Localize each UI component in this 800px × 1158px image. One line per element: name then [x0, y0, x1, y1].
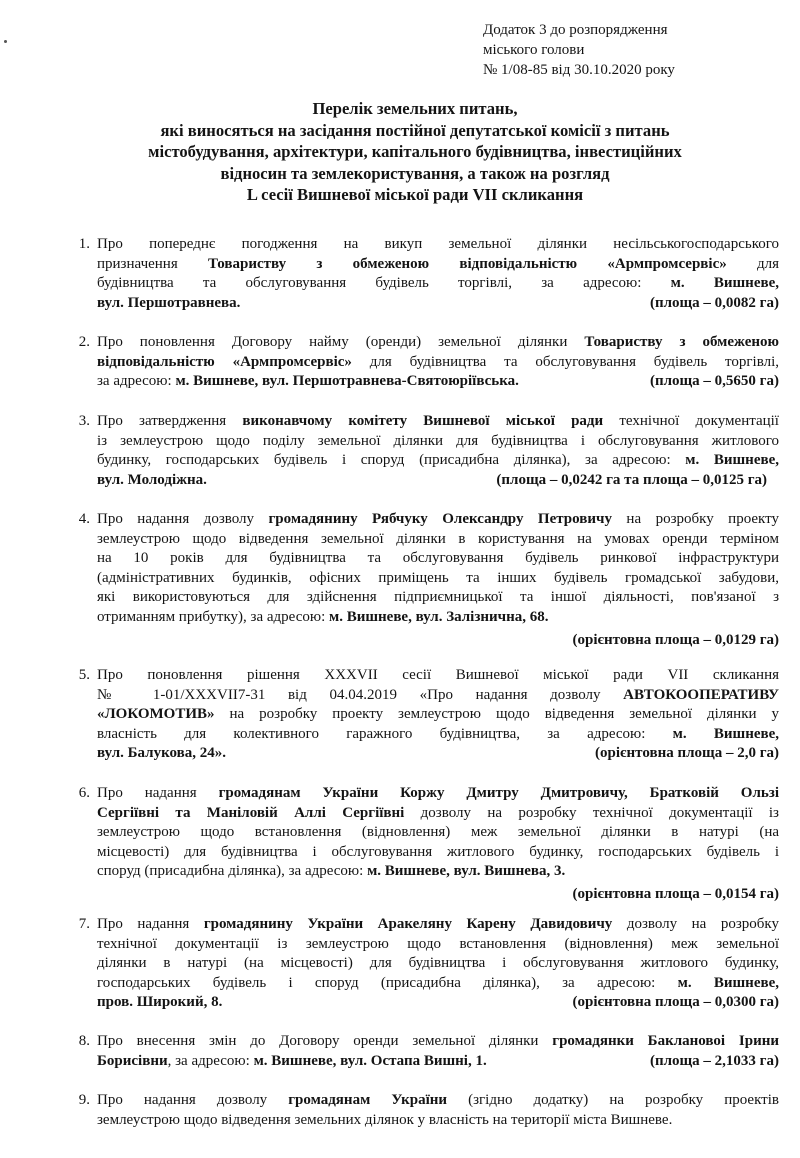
item-number: 2. — [78, 334, 90, 350]
title-line: містобудування, архітектури, капітального будівництва, інвестиційних — [148, 142, 682, 161]
item-number: 4. — [78, 511, 90, 527]
item-line: Про попереднє погодження на викуп земельної ділянки несільськогосподарського — [97, 236, 779, 252]
item-line: будинку, господарських будівель і споруд (присадибна ділянка), за адресою: м. Вишневе, — [97, 452, 779, 468]
item-line: ділянки в натурі (на місцевості) для будівництва і обслуговування житлового будинку, — [97, 955, 779, 971]
item-text — [97, 784, 779, 904]
item-line: технічної документації із землеустрою щодо встановлення (відновлення) меж земельної — [97, 935, 779, 952]
item-number: 3. — [78, 413, 90, 429]
item-line: Про внесення змін до Договору оренди земельної ділянки громадянки Баклановоі Ірини — [97, 1033, 779, 1049]
item-line: господарських будівель і споруд (присадибна ділянка), за адресою: м. Вишневе, — [97, 974, 779, 991]
item-line: за адресою: м. Вишневе, вул. Першотравнева-Святоюріївська. (площа – 0,5650 га) — [97, 373, 779, 389]
item-line: місцевості) для будівництва і обслуговування житлового будинку, господарських будівель і — [97, 843, 779, 860]
item-number: 9. — [78, 1092, 90, 1108]
title-line: які виносяться на засідання постійної депутатської комісії з питань — [160, 120, 670, 140]
item-line: землеустрою щодо встановлення (відновлення) меж земельної ділянки в натурі (на — [97, 824, 779, 840]
item-number: 1. — [78, 236, 90, 252]
item-line: власність для колективного гаражного будівництва, за адресою: м. Вишневе, — [97, 725, 779, 742]
item-line: (орієнтовна площа – 0,0154 га) — [572, 885, 779, 902]
item-line: землеустрою щодо відведення земельної ділянки в користування на умовах оренди терміном — [97, 530, 779, 547]
item-text — [97, 915, 779, 1013]
item-line: «ЛОКОМОТИВ» на розробку проекту землеустрою щодо відведення земельної ділянки у — [97, 706, 779, 722]
title-line: Перелік земельних питань, — [312, 99, 518, 118]
item-line: які використовуються для здійснення підприємницької та іншої діяльності, пов'язаної з — [97, 589, 779, 605]
item-line: вул. Молодіжна. (площа – 0,0242 га та площа – 0,0125 га) — [97, 471, 767, 488]
title-line: L сесії Вишневої міської ради VII скликання — [246, 185, 584, 204]
item-line: отриманням прибутку), за адресою: м. Вишневе, вул. Залізнична, 68. — [97, 608, 549, 625]
item-line: № 1-01/XXXVII7-31 від 04.04.2019 «Про надання дозволу АВТОКООПЕРАТИВУ — [97, 686, 779, 703]
item-number: 7. — [78, 916, 90, 932]
item-line: Борисівни, за адресою: м. Вишневе, вул. Остапа Вишні, 1. (площа – 2,1033 га) — [97, 1052, 779, 1069]
document-title — [60, 98, 770, 206]
item-line: призначення Товариству з обмеженою відповідальністю «Армпромсервіс» для — [97, 255, 779, 272]
annex-line: міського голови — [483, 42, 585, 58]
item-line: (адміністративних будинків, офісних приміщень та інших будівель громадської забудови, — [97, 569, 779, 586]
item-line: із землеустрою щодо поділу земельної ділянки для будівництва і обслуговування житлового — [97, 432, 779, 449]
item-line: Про надання дозволу громадянину Рябчуку Олександру Петровичу на розробку проекту — [97, 511, 779, 527]
title-line: відносин та землекористування, а також на розгляд — [220, 163, 610, 183]
item-line: споруд (присадибна ділянка), за адресою: м. Вишневе, вул. Вишнева, 3. — [97, 863, 566, 879]
item-line: на 10 років для будівництва та обслуговування будівель ринкової інфраструктури — [97, 550, 779, 566]
item-text — [97, 1091, 779, 1130]
item-line: Про надання дозволу громадянам України (згідно додатку) на розробку проектів — [97, 1092, 779, 1108]
item-line: вул. Першотравнева. (площа – 0,0082 га) — [97, 294, 779, 311]
item-line: вул. Балукова, 24». (орієнтовна площа – 2,0 га) — [97, 745, 779, 761]
item-text — [97, 333, 779, 392]
item-text — [97, 666, 779, 764]
item-line: Про затвердження виконавчому комітету Вишневої міської ради технічної документації — [97, 413, 779, 429]
item-number: 6. — [78, 785, 90, 801]
item-text — [97, 1032, 779, 1071]
item-line: відповідальністю «Армпромсервіс» для будівництва та обслуговування будівель торгівлі, — [97, 353, 779, 370]
item-line: Про надання громадянам України Коржу Дмитру Дмитровичу, Братковій Ользі — [97, 785, 779, 801]
item-line: Про поновлення Договору найму (оренди) земельної ділянки Товариству з обмеженою — [97, 334, 779, 350]
item-line: (орієнтовна площа – 0,0129 га) — [572, 632, 779, 648]
item-number: 8. — [78, 1033, 90, 1049]
item-line: Сергіївні та Маніловій Аллі Сергіївні дозволу на розробку технічної документації із — [97, 804, 779, 821]
item-text — [97, 412, 779, 490]
annex-line: № 1/08-85 від 30.10.2020 року — [483, 62, 675, 78]
item-line: Про надання громадянину України Аракеляну Карену Давидовичу дозволу на розробку — [97, 916, 779, 932]
item-text — [97, 235, 779, 313]
item-text — [97, 510, 779, 651]
annex-header — [483, 20, 675, 80]
item-line: Про поновлення рішення XXXVII сесії Вишневої міської ради VII скликання — [97, 667, 779, 683]
scan-speck — [4, 40, 7, 43]
item-line: землеустрою щодо відведення земельних ділянок у власність на території міста Вишневе. — [97, 1111, 673, 1128]
annex-line: Додаток 3 до розпорядження — [483, 22, 668, 38]
item-line: будівництва та обслуговування будівель торгівлі, за адресою: м. Вишневе, — [97, 275, 779, 291]
item-line: пров. Широкий, 8. (орієнтовна площа – 0,0300 га) — [97, 994, 779, 1010]
item-number: 5. — [78, 667, 90, 683]
